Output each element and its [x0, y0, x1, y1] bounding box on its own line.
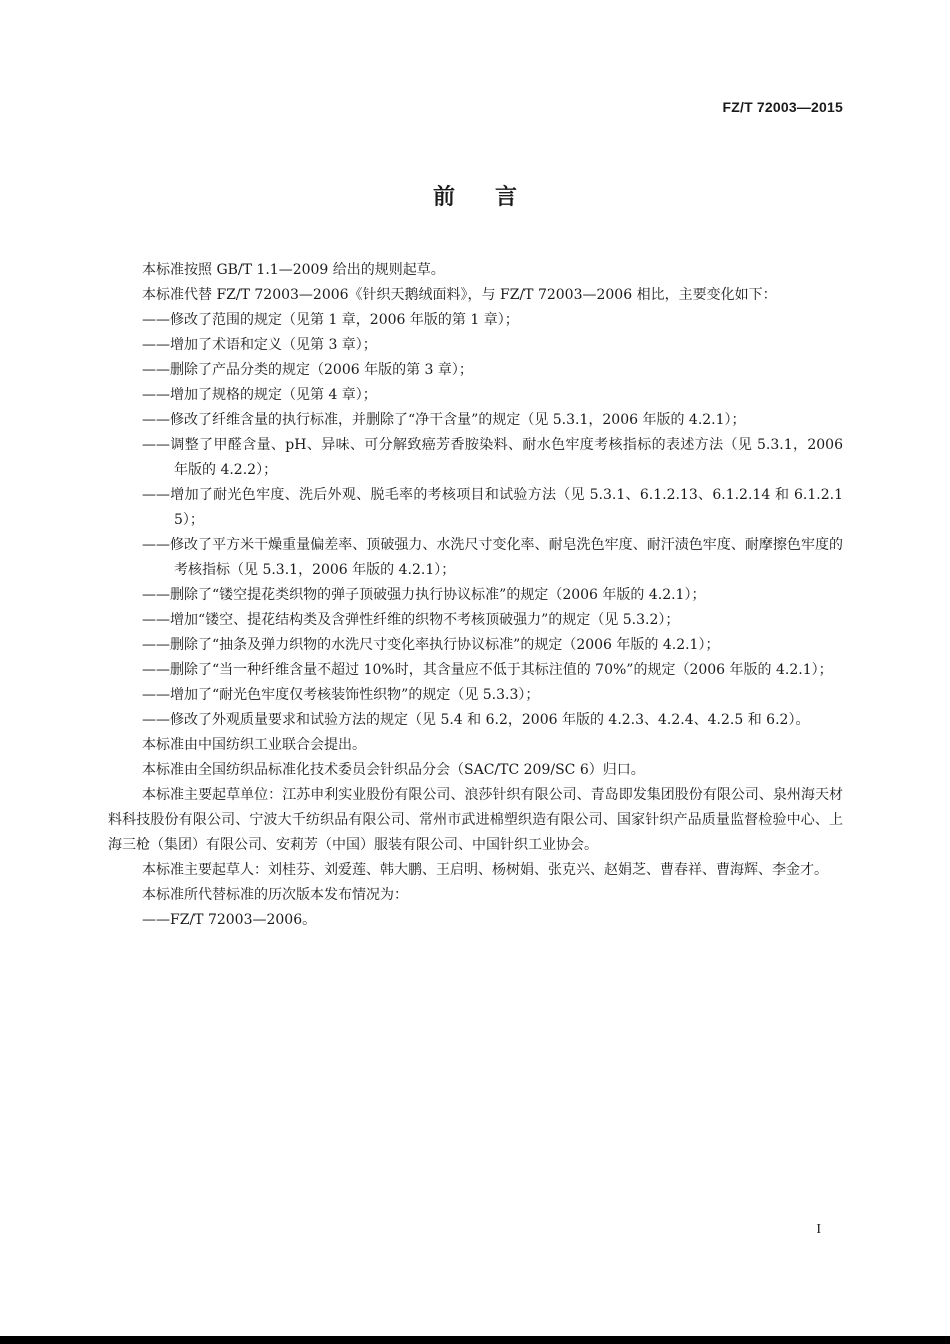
bottom-rule	[0, 1336, 950, 1344]
change-list-item: ——增加了规格的规定（见第 4 章）；	[142, 387, 377, 403]
change-list-item: ——删除了产品分类的规定（2006 年版的第 3 章）；	[142, 362, 473, 378]
change-list-item: ——增加“镂空、提花结构类及含弹性纤维的织物不考核顶破强力”的规定（见 5.3.2）；	[142, 612, 680, 628]
body-paragraph: 本标准由中国纺织工业联合会提出。	[142, 737, 366, 753]
change-list-item: ——增加了耐光色牢度、洗后外观、脱毛率的考核项目和试验方法（见 5.3.1、6.1.2.13、6.1.2.14 和 6.1.2.15）；	[142, 487, 843, 528]
change-list-item: ——增加了术语和定义（见第 3 章）；	[142, 337, 377, 353]
page-title: 前言	[432, 185, 557, 210]
change-list-item: ——修改了范围的规定（见第 1 章，2006 年版的第 1 章）；	[142, 312, 519, 328]
page-number: I	[816, 1222, 821, 1237]
body-paragraph: 本标准按照 GB/T 1.1—2009 给出的规则起草。	[142, 262, 445, 278]
body-paragraph: 本标准代替 FZ/T 72003—2006《针织天鹅绒面料》，与 FZ/T 72003—2006 相比，主要变化如下：	[142, 287, 777, 303]
change-list-item: ——调整了甲醛含量、pH、异味、可分解致癌芳香胺染料、耐水色牢度考核指标的表述方法（见 5.3.1，2006 年版的 4.2.2）；	[142, 437, 843, 478]
change-list-item: ——修改了纤维含量的执行标准，并删除了“净干含量”的规定（见 5.3.1，2006 年版的 4.2.1）；	[142, 412, 746, 428]
change-list-item: ——修改了平方米干燥重量偏差率、顶破强力、水洗尺寸变化率、耐皂洗色牢度、耐汗渍色牢度、耐摩擦色牢度的考核指标（见 5.3.1，2006 年版的 4.2.1）；	[142, 537, 843, 578]
change-list-item: ——删除了“当一种纤维含量不超过 10%时，其含量应不低于其标注值的 70%”的规定（2006 年版的 4.2.1）；	[142, 662, 833, 678]
body-paragraph: 本标准由全国纺织品标准化技术委员会针织品分会（SAC/TC 209/SC 6）归口。	[142, 762, 645, 778]
body-paragraph: 本标准主要起草人：刘桂芬、刘爱莲、韩大鹏、王启明、杨树娟、张克兴、赵娟芝、曹春祥、曹海辉、李金才。	[142, 862, 828, 878]
change-list-item: ——增加了“耐光色牢度仅考核装饰性织物”的规定（见 5.3.3）；	[142, 687, 540, 703]
body-paragraph: 本标准主要起草单位：江苏申利实业股份有限公司、浪莎针织有限公司、青岛即发集团股份有限公司、泉州海天材料科技股份有限公司、宁波大千纺织品有限公司、常州市武进棉塑织造有限公司、国家针织产品质量监督检验中心、上海三枪（集团）有限公司、安莉芳（中国）服装有限公司、中国针织工业协会。	[108, 787, 843, 853]
change-list-item: ——修改了外观质量要求和试验方法的规定（见 5.4 和 6.2，2006 年版的 4.2.3、4.2.4、4.2.5 和 6.2）。	[142, 712, 810, 728]
foreword-body	[108, 258, 843, 933]
change-list-item: ——删除了“抽条及弹力织物的水洗尺寸变化率执行协议标准”的规定（2006 年版的 4.2.1）；	[142, 637, 720, 653]
change-list-item: ——FZ/T 72003—2006。	[142, 912, 317, 928]
body-paragraph: 本标准所代替标准的历次版本发布情况为：	[142, 887, 408, 903]
standard-code: FZ/T 72003—2015	[722, 99, 843, 115]
change-list-item: ——删除了“镂空提花类织物的弹子顶破强力执行协议标准”的规定（2006 年版的 4.2.1）；	[142, 587, 706, 603]
